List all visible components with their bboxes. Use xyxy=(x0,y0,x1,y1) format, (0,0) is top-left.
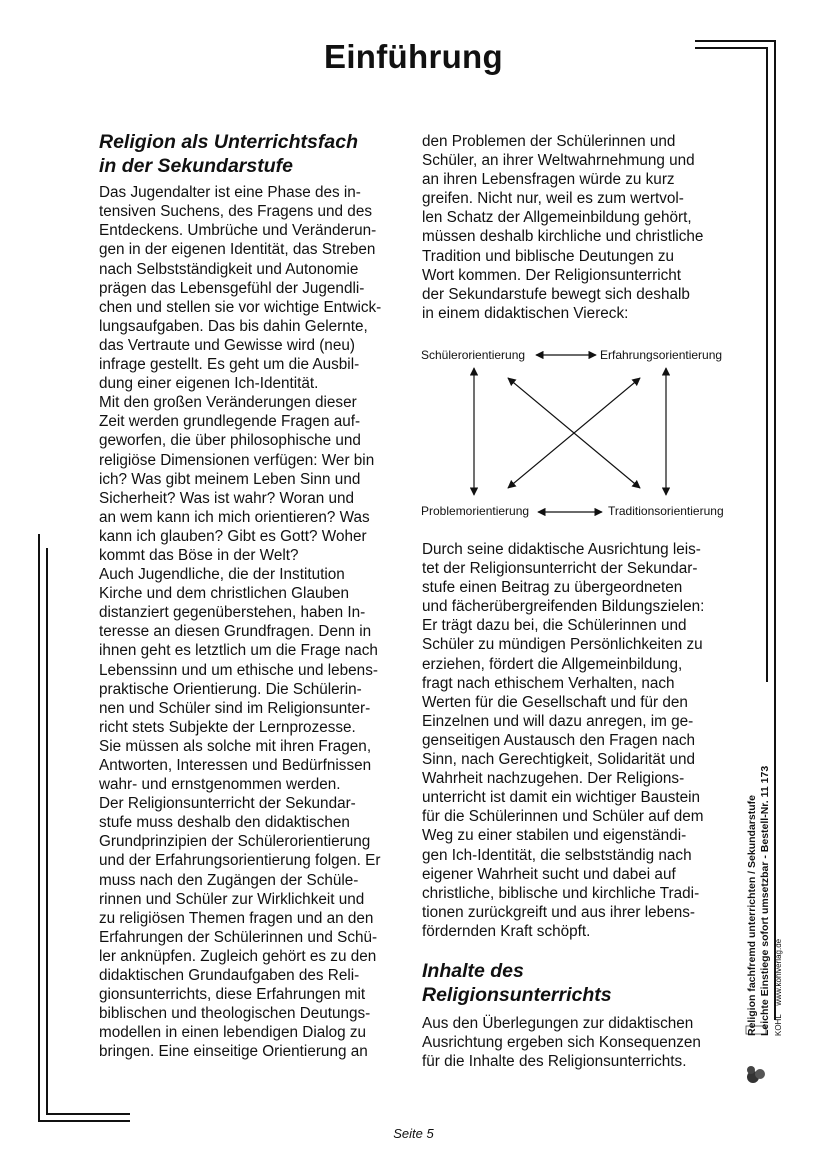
text-line: kommt das Böse in der Welt? xyxy=(99,546,299,564)
sidebar-info xyxy=(746,765,827,1036)
text-line: und fächerübergreifenden Bildungszielen: xyxy=(422,598,705,616)
text-line: gionsunterrichts, diese Erfahrungen mit xyxy=(99,986,366,1004)
text-line: ler anknüpfen. Zugleich gehört es zu den xyxy=(99,947,377,965)
text-line: Schüler, an ihrer Weltwahrnehmung und xyxy=(422,152,695,170)
text-line: Ausrichtung ergeben sich Konsequenzen xyxy=(422,1034,701,1052)
text-line: Wort kommen. Der Religionsunterricht xyxy=(422,266,682,284)
frame-top-right-inner-h xyxy=(695,47,768,49)
text-line: tionen zurückgreift und aus ihrer lebens- xyxy=(422,903,695,921)
text-line: eigener Wahrheit sucht und dabei auf xyxy=(422,865,676,883)
text-line: teresse an diesen Grundfragen. Denn in xyxy=(99,623,372,641)
right-column xyxy=(422,132,722,323)
text-line: Auch Jugendliche, die der Institution xyxy=(99,566,345,584)
text-line: distanziert gegenüberstehen, haben In- xyxy=(99,604,366,622)
text-line: greifen. Nicht nur, weil es zum wertvol- xyxy=(422,190,684,208)
text-line: Lebenssinn und um ethische und lebens- xyxy=(99,661,378,679)
text-line: stufe einen Beitrag zu übergeordneten xyxy=(422,579,683,597)
text-line: Schüler zu mündigen Persönlichkeiten zu xyxy=(422,636,703,654)
frame-bottom-left-inner-h xyxy=(46,1113,130,1115)
text-line: ich? Was gibt meinem Leben Sinn und xyxy=(99,470,361,488)
text-line: Der Religionsunterricht der Sekundar- xyxy=(99,795,356,813)
text-line: lungsaufgaben. Das bis dahin Gelernte, xyxy=(99,317,368,335)
text-line: christliche, biblische und kirchliche Tradi- xyxy=(422,884,700,902)
text-line: Werten für die Gesellschaft und für den xyxy=(422,693,688,711)
text-line: Zeit werden grundlegende Fragen auf- xyxy=(99,413,361,431)
text-line: religiöse Dimensionen verfügen: Wer bin xyxy=(99,451,375,469)
text-line: nen und Schüler sind im Religionsunter- xyxy=(99,699,371,717)
diagram-arrows xyxy=(418,340,738,525)
page-title: Einführung xyxy=(324,38,503,75)
text-line: erziehen, fördert die Allgemeinbildung, xyxy=(422,655,683,673)
right-mid-text xyxy=(422,540,722,941)
heading-line: Religion als Unterrichtsfach xyxy=(99,131,358,153)
text-line: Entdeckens. Umbrüche und Veränderun- xyxy=(99,222,377,240)
text-line: Sie müssen als solche mit ihren Fragen, xyxy=(99,737,372,755)
left-column xyxy=(99,131,399,1062)
text-line: modellen in einen lebendigen Dialog zu xyxy=(99,1024,367,1042)
heading-line: in der Sekundarstufe xyxy=(99,154,293,177)
text-line: tensiven Suchens, des Fragens und des xyxy=(99,203,372,221)
text-line: genseitigen Austausch den Fragen nach xyxy=(422,731,695,749)
section-heading-religion xyxy=(99,131,399,178)
sidebar-url: www.kohlverlag.de xyxy=(774,938,783,1006)
frame-bottom-left-inner-v xyxy=(46,548,48,1115)
label-schuelerorientierung: Schülerorientierung xyxy=(421,348,526,362)
text-line: für die Inhalte des Religionsunterrichts. xyxy=(422,1053,687,1071)
text-line: gen in der eigenen Identität, das Streben xyxy=(99,241,376,259)
page-number: Seite 5 xyxy=(393,1126,434,1141)
text-line: richt stets Subjekte der Lernprozesse. xyxy=(99,718,356,736)
text-line: müssen deshalb kirchliche und christliche xyxy=(422,228,704,246)
text-line: Antworten, Interessen und Bedürfnissen xyxy=(99,757,372,774)
text-line: Sinn, nach Gerechtigkeit, Solidarität und xyxy=(422,751,695,769)
text-line: prägen das Lebensgefühl der Jugendli- xyxy=(99,279,365,297)
text-line: Das Jugendalter ist eine Phase des in- xyxy=(99,184,361,202)
sidebar-publisher-name: KOHL xyxy=(774,1014,783,1036)
sidebar-line-1: Religion fachfremd unterrichten / Sekundarstufe xyxy=(746,795,758,1036)
frame-top-right-outer-h xyxy=(695,40,776,42)
text-line: Kirche und dem christlichen Glauben xyxy=(99,585,349,603)
right-bottom-text xyxy=(422,1014,722,1071)
text-line: praktische Orientierung. Die Schülerin- xyxy=(99,680,362,698)
frame-top-right-outer-v xyxy=(774,40,776,1020)
text-line: Durch seine didaktische Ausrichtung leis- xyxy=(422,541,701,558)
text-line: den Problemen der Schülerinnen und xyxy=(422,133,676,150)
text-line: fördernden Kraft schöpft. xyxy=(422,922,591,940)
sidebar-line-2: Leichte Einstiege sofort umsetzbar - Bestell-Nr. 11 173 xyxy=(759,765,771,1036)
text-line: chen und stellen sie vor wichtige Entwick- xyxy=(99,298,382,316)
text-line: ihnen geht es letztlich um die Frage nach xyxy=(99,642,378,660)
text-line: in einem didaktischen Viereck: xyxy=(422,304,629,322)
text-line: zu religiösen Themen fragen und an den xyxy=(99,909,374,927)
text-line: für die Schülerinnen und Schüler auf dem xyxy=(422,808,704,826)
text-line: tet der Religionsunterricht der Sekundar- xyxy=(422,560,698,578)
text-line: nach Selbstständigkeit und Autonomie xyxy=(99,260,359,278)
text-line: kann ich glauben? Gibt es Gott? Woher xyxy=(99,527,367,545)
text-line: muss nach den Zugängen der Schüle- xyxy=(99,871,359,889)
label-problemorientierung: Problemorientierung xyxy=(421,504,530,518)
text-line: Einzelnen und will dazu anregen, im ge- xyxy=(422,712,694,730)
text-line: Wahrheit nachzugehen. Der Religions- xyxy=(422,770,685,788)
label-traditionsorientierung: Traditionsorientierung xyxy=(608,504,724,518)
right-top-text xyxy=(422,132,722,323)
right-column-lower xyxy=(422,540,722,1071)
frame-top-right-inner-v xyxy=(766,47,768,682)
text-line: und der Erfahrungsorientierung folgen. Er xyxy=(99,852,381,870)
text-line: an wem kann ich mich orientieren? Was xyxy=(99,508,370,526)
text-line: geworfen, die über philosophische und xyxy=(99,432,361,450)
didactic-square-diagram xyxy=(418,340,738,525)
text-line: Mit den großen Veränderungen dieser xyxy=(99,394,357,412)
text-line: Tradition und biblische Deutungen zu xyxy=(422,247,674,265)
section-heading-inhalte xyxy=(422,960,722,1007)
text-line: das Vertraute und Gewisse wird (neu) xyxy=(99,336,355,354)
heading-line: Inhalte des xyxy=(422,959,524,982)
text-line: didaktischen Grundaufgaben des Reli- xyxy=(99,967,360,985)
text-line: Sicherheit? Was ist wahr? Woran und xyxy=(99,489,355,507)
label-erfahrungsorientierung: Erfahrungsorientierung xyxy=(600,348,723,362)
text-line: Weg zu einer stabilen und eigenständi- xyxy=(422,827,687,845)
text-line: Erfahrungen der Schülerinnen und Schü- xyxy=(99,928,378,946)
frame-bottom-left-outer-h xyxy=(38,1120,130,1122)
text-line: rinnen und Schüler zur Wirklichkeit und xyxy=(99,890,365,908)
heading-line: Religionsunterrichts xyxy=(422,983,612,1006)
text-line: an ihren Lebensfragen würde zu kurz xyxy=(422,171,675,189)
text-line: infrage gestellt. Es geht um die Ausbil- xyxy=(99,356,360,374)
frame-bottom-left-outer-v xyxy=(38,534,40,1122)
left-body-text xyxy=(99,183,399,1061)
text-line: dung einer eigenen Ich-Identität. xyxy=(99,375,319,393)
text-line: Er trägt dazu bei, die Schülerinnen und xyxy=(422,617,687,635)
text-line: len Schatz der Allgemeinbildung gehört, xyxy=(422,209,692,227)
text-line: Grundprinzipien der Schülerorientierung xyxy=(99,833,371,851)
text-line: gen Ich-Identität, die selbstständig nach xyxy=(422,846,692,864)
text-line: unterricht ist damit ein wichtiger Baustein xyxy=(422,789,701,807)
text-line: biblischen und theologischen Deutungs- xyxy=(99,1005,371,1023)
text-line: wahr- und ernstgenommen werden. xyxy=(99,776,341,794)
text-line: fragt nach ethischem Verhalten, nach xyxy=(422,674,675,692)
text-line: der Sekundarstufe bewegt sich deshalb xyxy=(422,285,690,303)
sidebar-publisher xyxy=(772,938,785,1036)
text-line: Aus den Überlegungen zur didaktischen xyxy=(422,1015,694,1033)
text-line: bringen. Eine einseitige Orientierung an xyxy=(99,1043,368,1061)
text-line: stufe muss deshalb den didaktischen xyxy=(99,814,350,832)
